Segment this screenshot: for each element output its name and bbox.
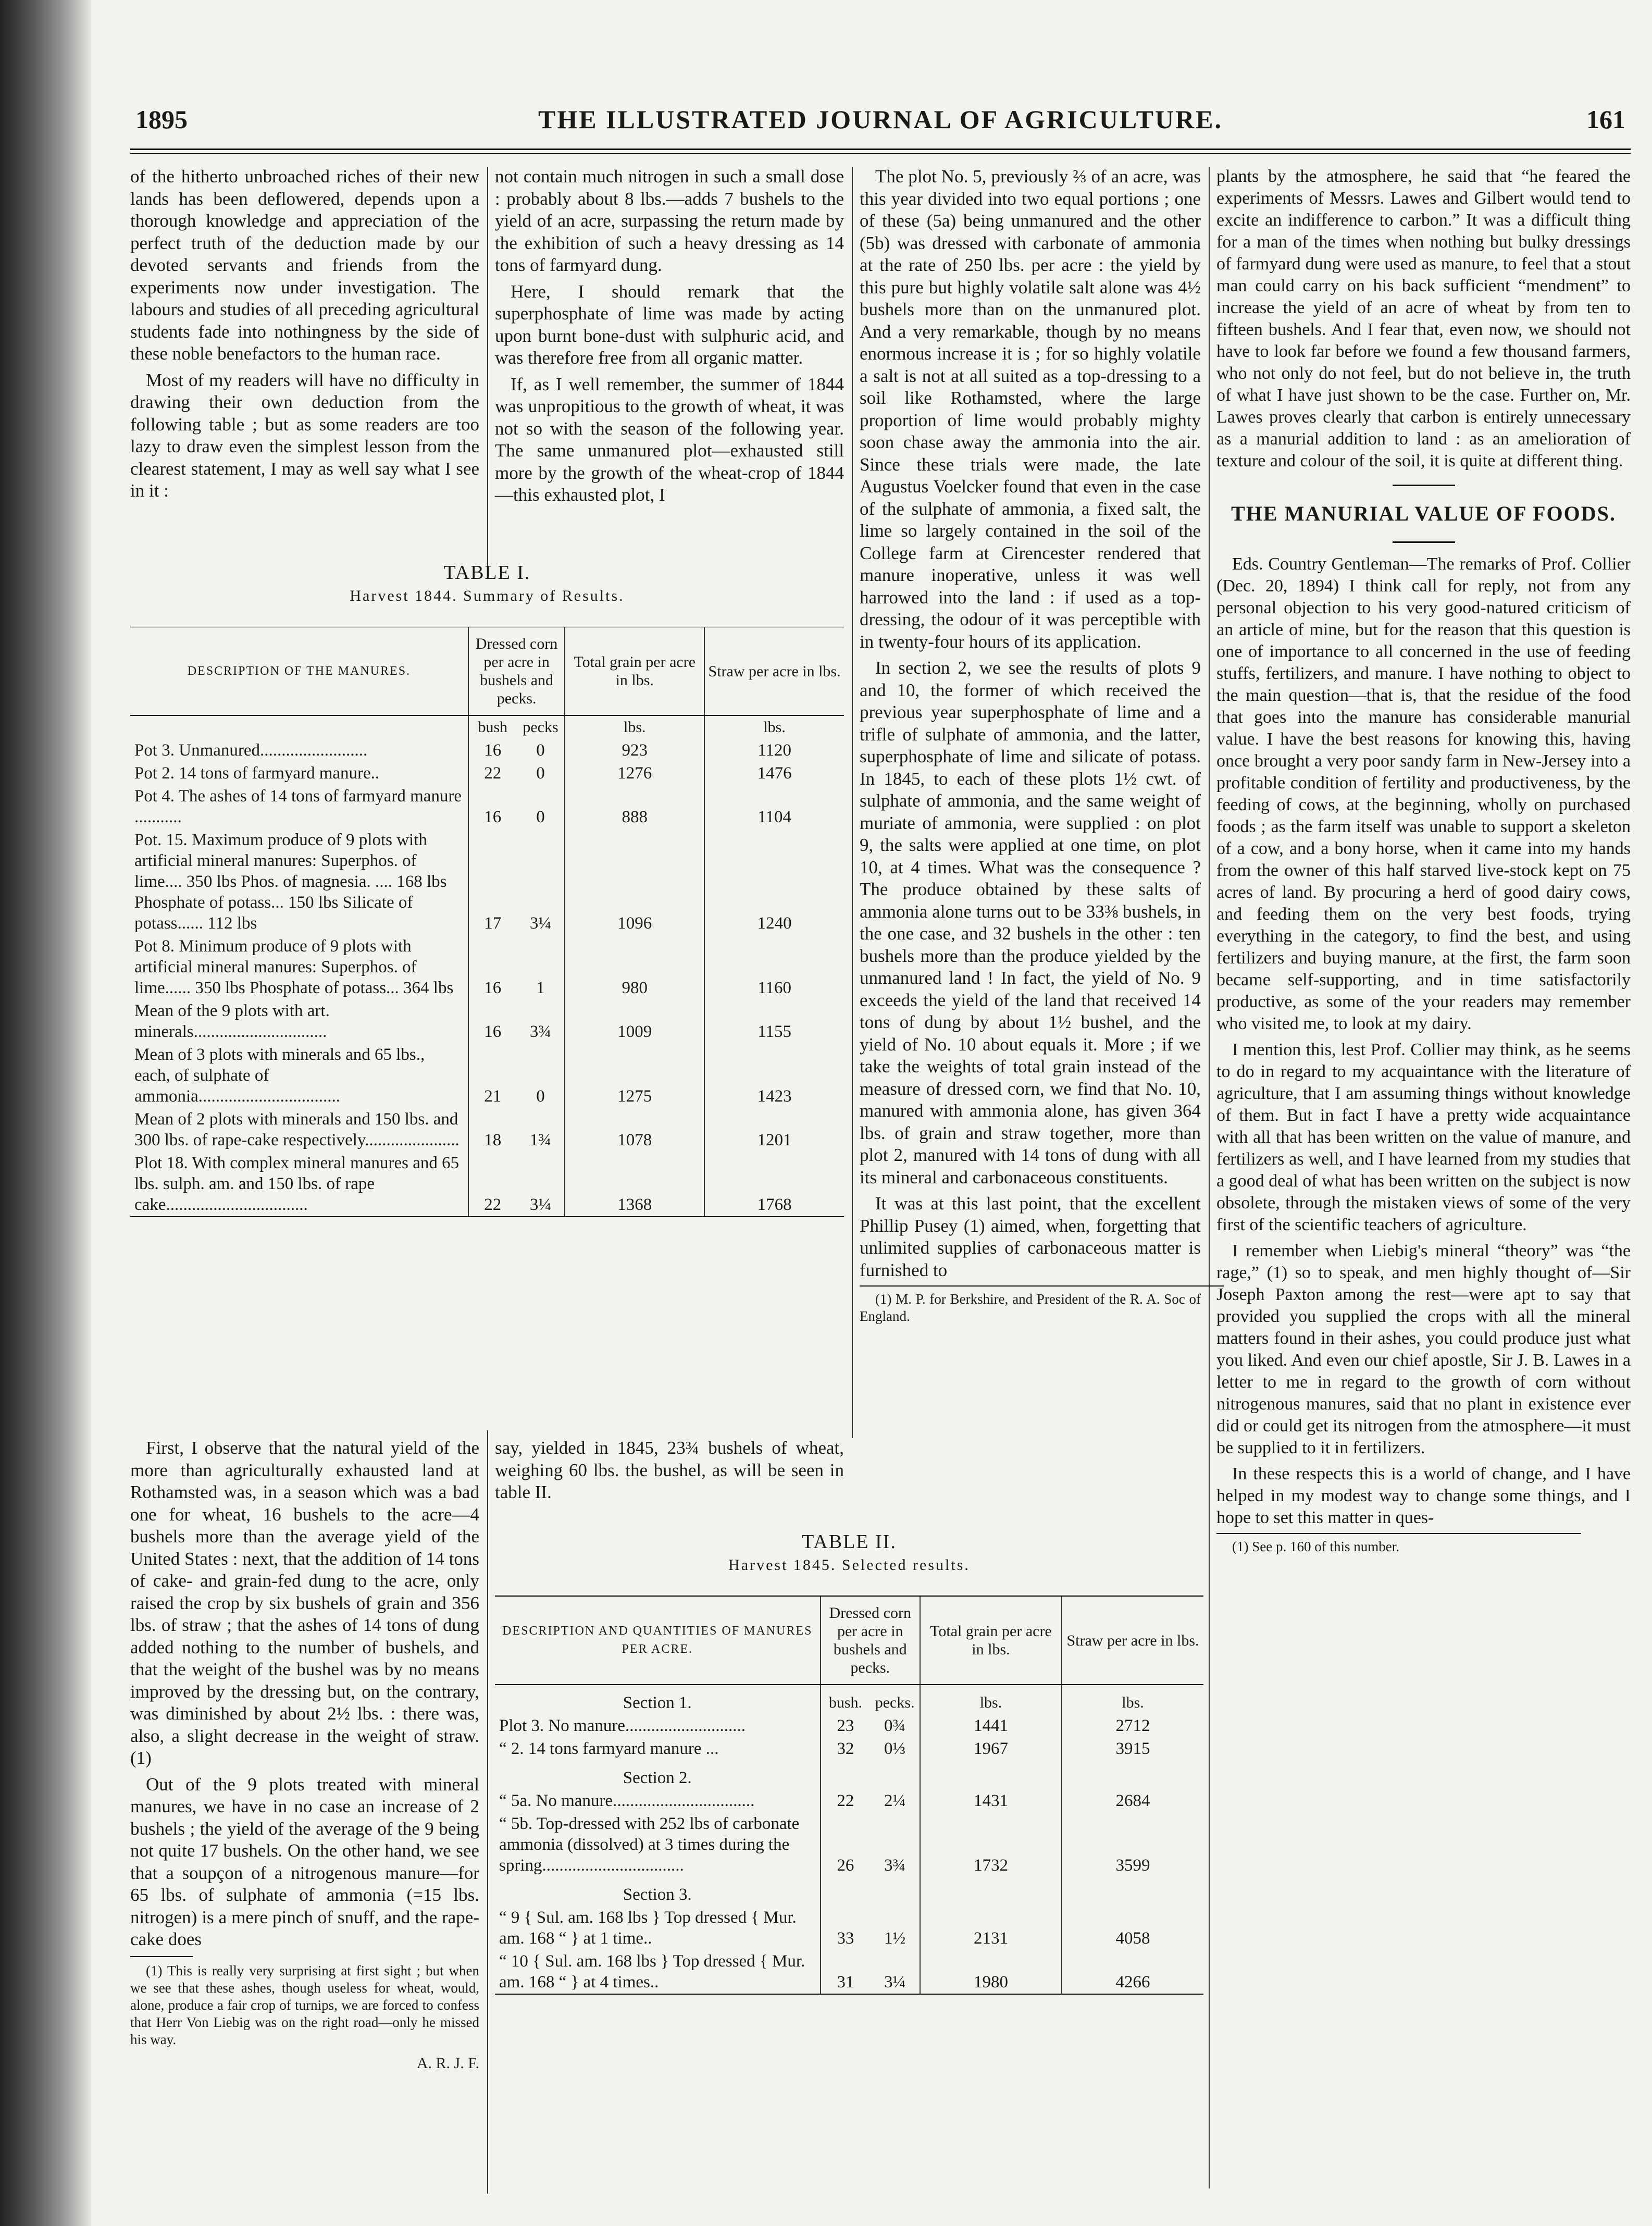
column-header: Total grain per acre in lbs. [565,627,704,716]
table-row [130,1043,844,1108]
table-caption: TABLE II. [802,1531,897,1553]
unit-label: pecks [523,719,558,736]
cell-straw: 4058 [1062,1906,1203,1950]
row-description: Pot 8. Minimum produce of 9 plots with artificial mineral manures: Superphos. of lime...... 350 lbs Phosphate of potass... 364 lbs [134,937,454,997]
cell-pecks: 0 [536,1087,545,1106]
column-header: Dressed corn per acre in bushels and pecks. [821,1596,920,1685]
paragraph: I mention this, lest Prof. Collier may think, as he seems to do in regard to my acquaintance with the literature of agriculture, that I am assuming things without knowledge of them. But in fact I have a pretty wide acquaintance with all that has been written on the value of manure, and fertilizers as well, and I have learned from my studies that a good deal of what has been written on the subject is now obsolete, through the mistaken views of some of the very first of the scientific teachers of agriculture. [1216,1040,1631,1234]
column-3 [860,166,1201,1329]
cell-bushels: 31 [821,1950,871,1994]
cell-bushels: 17 [468,828,517,935]
column-header: DESCRIPTION AND QUANTITIES OF MANURES PER ACRE. [495,1596,821,1685]
cell-grain: 1078 [565,1108,704,1152]
cell-straw: 2684 [1062,1789,1203,1812]
column-divider [487,1430,488,2194]
cell-pecks: 0⅓ [884,1739,906,1758]
footnote: (1) M. P. for Berkshire, and President of the R. A. Soc of England. [860,1291,1201,1324]
cell-grain: 1980 [920,1950,1062,1994]
row-description: Pot 4. The ashes of 14 tons of farmyard manure ........... [134,787,462,826]
cell-pecks: 0¾ [884,1716,906,1735]
cell-grain: 1431 [920,1789,1062,1812]
cell-straw: 1155 [704,999,844,1043]
journal-page [130,0,1641,2226]
cell-grain: 1368 [565,1152,704,1217]
cell-bushels: 26 [821,1812,871,1877]
table-row [130,785,844,828]
table-subtitle: Harvest 1845. Selected results. [728,1556,970,1574]
header-title: THE ILLUSTRATED JOURNAL OF AGRICULTURE. [538,105,1223,134]
column-2-bottom [495,1437,844,1508]
cell-straw: 1201 [704,1108,844,1152]
cell-grain: 980 [565,935,704,999]
table-row [495,1950,1203,1994]
row-description: Plot 18. With complex mineral manures and 65 lbs. sulph. am. and 150 lbs. of rape cake................................. [130,1152,468,1217]
footnote: (1) See p. 160 of this number. [1232,1539,1399,1554]
article-heading: THE MANURIAL VALUE OF FOODS. [1231,502,1616,525]
table-caption: TABLE I. [443,562,531,584]
cell-bushels: 32 [821,1737,871,1760]
table-subtitle: Harvest 1844. Summary of Results. [350,587,625,604]
paragraph: plants by the atmosphere, he said that “he feared the experiments of Messrs. Lawes and Gilbert would tend to excite an indifference to carbon.” It was a difficult thing for a man of the times when nothing but bulky dressings of farmyard dung were used as manure, to feel that a stout man could carry on his back sufficient “mendment” to increase the yield of an acre of wheat by from ten to fifteen bushels. And I fear that, even now, we should not have to look far before we found a few thousand farmers, who not only do not feel, but do not believe in, the truth of what I have just shown to be the case. Further on, Mr. Lawes proves clearly that carbon is entirely unnecessary as a manurial addition to land : as an amelioration of texture and colour of the soil, it is quite at different thing. [1216,167,1631,471]
cell-bushels: 22 [821,1789,871,1812]
header-rule [130,149,1631,154]
cell-pecks: 0 [536,808,545,826]
cell-bushels: 18 [468,1108,517,1152]
cell-pecks: 3¼ [529,914,552,933]
column-header: Total grain per acre in lbs. [920,1596,1062,1685]
row-description: “ 9 { Sul. am. 168 lbs } Top dressed { Mur. am. 168 “ } at 1 time.. [499,1908,797,1948]
paragraph: The plot No. 5, previously ⅔ of an acre, was this year divided into two equal portions ; one of these (5a) being unmanured and the other (5b) was dressed with carbonate of ammonia at the rate of 250 lbs. per acre : the yield by this pure but highly volatile salt alone was 4½ bushels more than on the unmanured plot. And a very remarkable, though by no means enormous increase it is ; for so highly volatile a salt is not at all suited as a top-dressing to a soil like Rothamsted, where the large proportion of lime would probably mighty soon chase away the ammonia into the air. Since these trials were made, the late Augustus Voelcker found that even in the case of the sulphate of ammonia, a fixed salt, the lime so largely contained in the soil of the College farm at Cirencester rendered that manure inoperative, unless it was well harrowed into the land : if used as a top-dressing, the odour of it was perceptible with in twenty-four hours of its application. [860,166,1201,652]
column-divider [1209,167,1210,2188]
section-label: Section 1. [623,1693,692,1712]
footnote: (1) This is really very surprising at first sight ; but when we see that these ashes, though useless for wheat, would, alone, produce a fair crop of turnips, we are forced to confess that Herr Von Liebig was on the right road—only he missed his way. [130,1962,479,2047]
cell-bushels: 22 [468,762,517,785]
cell-bushels: 23 [821,1714,871,1737]
cell-grain: 888 [565,785,704,828]
unit-label: lbs. [704,715,844,739]
table-row [495,1789,1203,1812]
column-header: DESCRIPTION OF THE MANURES. [130,627,468,716]
section-rule [1393,541,1455,543]
cell-pecks: 1 [536,979,545,997]
header-year: 1895 [135,105,188,134]
cell-grain: 2131 [920,1906,1062,1950]
scanned-page-edge [0,0,91,2226]
cell-straw: 1104 [704,785,844,828]
cell-grain: 1009 [565,999,704,1043]
paragraph: of the hitherto unbroached riches of their new lands has been deflowered, depends upon a thorough knowledge and appreciation of the perfect truth of the deduction made by our devoted servants and friends from the experiments now under investigation. The labours and studies of all preceding agricultural students fade into nothingness by the side of these noble benefactors to the human race. [130,166,479,364]
cell-straw: 1476 [704,762,844,785]
cell-pecks: 0 [536,764,545,783]
column-divider [852,167,853,1438]
section-rule [1393,485,1455,486]
row-description: Plot 3. No manure............................ [499,1716,746,1735]
table-row [130,1108,844,1152]
paragraph: It was at this last point, that the excellent Phillip Pusey (1) aimed, when, forgetting that unlimited supplies of carbonaceous matter is furnished to [860,1193,1201,1280]
row-description: Pot. 15. Maximum produce of 9 plots with artificial mineral manures: Superphos. of lime.... 350 lbs Phos. of magnesia. .... 168 lbs Phosphate of potass... 150 lbs Silicate of potass...... 112 lbs [134,831,447,933]
row-description: Pot 3. Unmanured......................... [134,741,368,760]
cell-straw: 1423 [704,1043,844,1108]
cell-grain: 1096 [565,828,704,935]
cell-pecks: 3¾ [529,1022,552,1041]
cell-bushels: 16 [468,785,517,828]
cell-grain: 1276 [565,762,704,785]
column-header: Straw per acre in lbs. [1062,1596,1203,1685]
cell-straw: 1240 [704,828,844,935]
column-4 [1216,166,1631,1560]
results-table-1844 [130,626,844,1217]
row-description: Mean of 2 plots with minerals and 150 lbs. and 300 lbs. of rape-cake respectively...................... [134,1110,459,1149]
column-1-bottom [130,1437,479,2074]
cell-pecks: 3¾ [884,1856,906,1875]
table-2 [495,1524,1203,1995]
paragraph: say, yielded in 1845, 23¾ bushels of wheat, weighing 60 lbs. the bushel, as will be seen in table II. [495,1438,844,1502]
cell-bushels: 21 [468,1043,517,1108]
table-row [130,935,844,999]
footnote-rule [860,1285,1224,1287]
section-label: Section 2. [623,1769,692,1787]
row-description: Pot 2. 14 tons of farmyard manure.. [134,764,380,783]
cell-grain: 1967 [920,1737,1062,1760]
paragraph: not contain much nitrogen in such a small dose : probably about 8 lbs.—adds 7 bushels to the yield of an acre, surpassing the return made by the exhibition of such a heavy dressing as 14 tons of farmyard dung. [495,166,844,275]
unit-label: bush. [821,1685,871,1714]
unit-label: pecks. [875,1694,915,1711]
cell-straw: 4266 [1062,1950,1203,1994]
column-header: Straw per acre in lbs. [704,627,844,716]
running-header [130,104,1631,141]
table-row [495,1714,1203,1737]
results-table-1845 [495,1595,1203,1995]
cell-bushels: 16 [468,739,517,762]
row-description: “ 5a. No manure................................. [499,1791,755,1810]
unit-label: bush [468,715,517,739]
table-row [495,1737,1203,1760]
row-description: “ 10 { Sul. am. 168 lbs } Top dressed { Mur. am. 168 “ } at 4 times.. [495,1950,821,1994]
table-row [130,999,844,1043]
cell-straw: 1768 [704,1152,844,1217]
column-divider [487,167,488,573]
cell-straw: 3915 [1062,1737,1203,1760]
cell-grain: 1441 [920,1714,1062,1737]
cell-pecks: 0 [536,741,545,760]
row-description: Mean of 3 plots with minerals and 65 lbs., each, of sulphate of ammonia................................. [134,1045,425,1106]
section-label: Section 3. [623,1885,692,1904]
unit-label: lbs. [920,1685,1062,1714]
paragraph: I remember when Liebig's mineral “theory” was “the rage,” (1) so to speak, and men highly thought of—Sir Joseph Paxton among the rest—were apt to say that provided you supplied the crops with all the mineral matters found in their ashes, you could produce just what you liked. And even our chief apostle, Sir J. B. Lawes in a letter to me in regard to the growth of corn without nitrogenous manures, said that no plant in existence ever did or could get its nitrogen from the atmosphere—it must be supplied to it in fertilizers. [1216,1241,1631,1457]
cell-pecks: 3¼ [870,1950,920,1994]
cell-straw: 1120 [704,739,844,762]
cell-pecks: 1½ [884,1929,906,1948]
unit-label: lbs. [565,715,704,739]
footnote-rule [1216,1533,1581,1534]
unit-label: lbs. [1062,1685,1203,1714]
cell-grain: 1732 [920,1812,1062,1877]
page-number: 161 [1586,105,1625,134]
table-row [130,739,844,762]
cell-straw: 2712 [1062,1714,1203,1737]
cell-grain: 1275 [565,1043,704,1108]
cell-grain: 923 [565,739,704,762]
table-1 [130,555,844,1217]
paragraph: In section 2, we see the results of plots 9 and 10, the former of which received the previous year superphosphate of lime and a trifle of sulphate of ammonia, and the latter, superphosphate of lime and silicate of potass. In 1845, to each of these plots 1½ cwt. of sulphate of ammonia, and the same weight of muriate of ammonia, were supplied : on plot 9, the salts were applied at one time, on plot 10, at 4 times. What was the consequence ? The produce obtained by these salts of ammonia alone turns out to be 33⅜ bushels, in the one case, and 32 bushels in the other : ten bushels more than the produce yielded by the unmanured land ! In fact, the yield of No. 9 exceeds the yield of the land that received 14 tons of dung by about 1½ bushel, and the yield of No. 10 about equals it. More ; if we take the weights of total grain instead of the measure of dressed corn, we find that No. 10, manured with ammonia alone, has given 364 lbs. of grain and straw together, more than plot 2, manured with 14 tons of dung with all its mineral and carbonaceous constituents. [860,658,1201,1188]
row-description: “ 5b. Top-dressed with 252 lbs of carbonate ammonia (dissolved) at 3 times during the spring................................. [499,1814,800,1875]
table-row [495,1812,1203,1877]
column-1-top [130,166,479,506]
table-row [495,1906,1203,1950]
paragraph: First, I observe that the natural yield of the more than agriculturally exhausted land at Rothamsted was, in a season which was a bad one for wheat, 16 bushels to the acre—4 bushels more than the average yield of the United States : next, that the addition of 14 tons of cake- and grain-fed dung to the acre, only raised the crop by six bushels of grain and 356 lbs. of straw ; that the ashes of 14 tons of dung added nothing to the number of bushels, and that the weight of the bushel was by no means improved by the dressing but, on the contrary, was diminished by about 2½ lbs. : there was, also, a slight decrease in the weight of straw. (1) [130,1438,479,1768]
cell-straw: 3599 [1062,1812,1203,1877]
table-row [130,828,844,935]
row-description: “ 2. 14 tons farmyard manure ... [499,1739,719,1758]
row-description: Mean of the 9 plots with art. minerals............................... [134,1001,330,1041]
cell-pecks: 1¾ [529,1131,552,1149]
cell-bushels: 16 [468,999,517,1043]
cell-bushels: 33 [821,1906,871,1950]
paragraph: Out of the 9 plots treated with mineral manures, we have in no case an increase of 2 bushels ; the yield of the average of the 9 being not quite 17 bushels. On the other hand, we see that a soupçon of a nitrogenous manure—for 65 lbs. of sulphate of ammonia (=15 lbs. nitrogen) is a mere pinch of snuff, and the rape-cake does [130,1774,479,1949]
table-row [130,1152,844,1217]
cell-pecks: 2¼ [884,1791,906,1810]
column-header: Dressed corn per acre in bushels and pecks. [468,627,565,716]
signature: A. R. J. F. [416,2054,479,2072]
cell-bushels: 22 [468,1152,517,1217]
cell-bushels: 16 [468,935,517,999]
table-row [130,762,844,785]
column-2-top [495,166,844,511]
paragraph: In these respects this is a world of change, and I have helped in my modest way to change some things, and I hope to set this matter in ques- [1216,1464,1631,1527]
paragraph: Here, I should remark that the superphosphate of lime was made by acting upon burnt bone-dust with sulphuric acid, and was therefore free from all organic matter. [495,281,844,368]
cell-pecks: 3¼ [517,1152,565,1217]
paragraph: Most of my readers will have no difficulty in drawing their own deduction from the following table ; but as some readers are too lazy to draw even the simplest lesson from the clearest statement, I may as well say what I see in it : [130,369,479,501]
footnote-rule [130,1956,193,1957]
cell-straw: 1160 [704,935,844,999]
paragraph: If, as I well remember, the summer of 1844 was unpropitious to the growth of wheat, it was not so with the season of the following year. The same unmanured plot—exhausted still more by the growth of the wheat-crop of 1844—this exhausted plot, I [495,374,844,505]
paragraph: Eds. Country Gentleman—The remarks of Prof. Collier (Dec. 20, 1894) I think call for reply, not from any personal objection to his very good-natured criticism of an article of mine, but for the reason that this question is one of importance to all concerned in the use of feeding stuffs, fertilizers, and manure. I have nothing to object to the main question—that is, that the residue of the food that goes into the manure has considerable manurial value. I have the best reasons for knowing this, having once brought a very poor sandy farm in New-Jersey into a profitable condition of fertility and productiveness, by the feeding of cows, at the beginning, wholly on purchased foods ; as the farm itself was unable to support a skeleton of a cow, and a bony horse, when it came into my hands from the owner of this half starved live-stock kept on 75 acres of land. By procuring a herd of good dairy cows, and feeding them on the very best foods, trying everything in the category, to find the best, and using fertilizers and buying manure, at the first, the farm soon became self-supporting, and in time satisfactorily productive, as some of the your readers may remember who visited me, to look at my dairy. [1216,554,1631,1033]
